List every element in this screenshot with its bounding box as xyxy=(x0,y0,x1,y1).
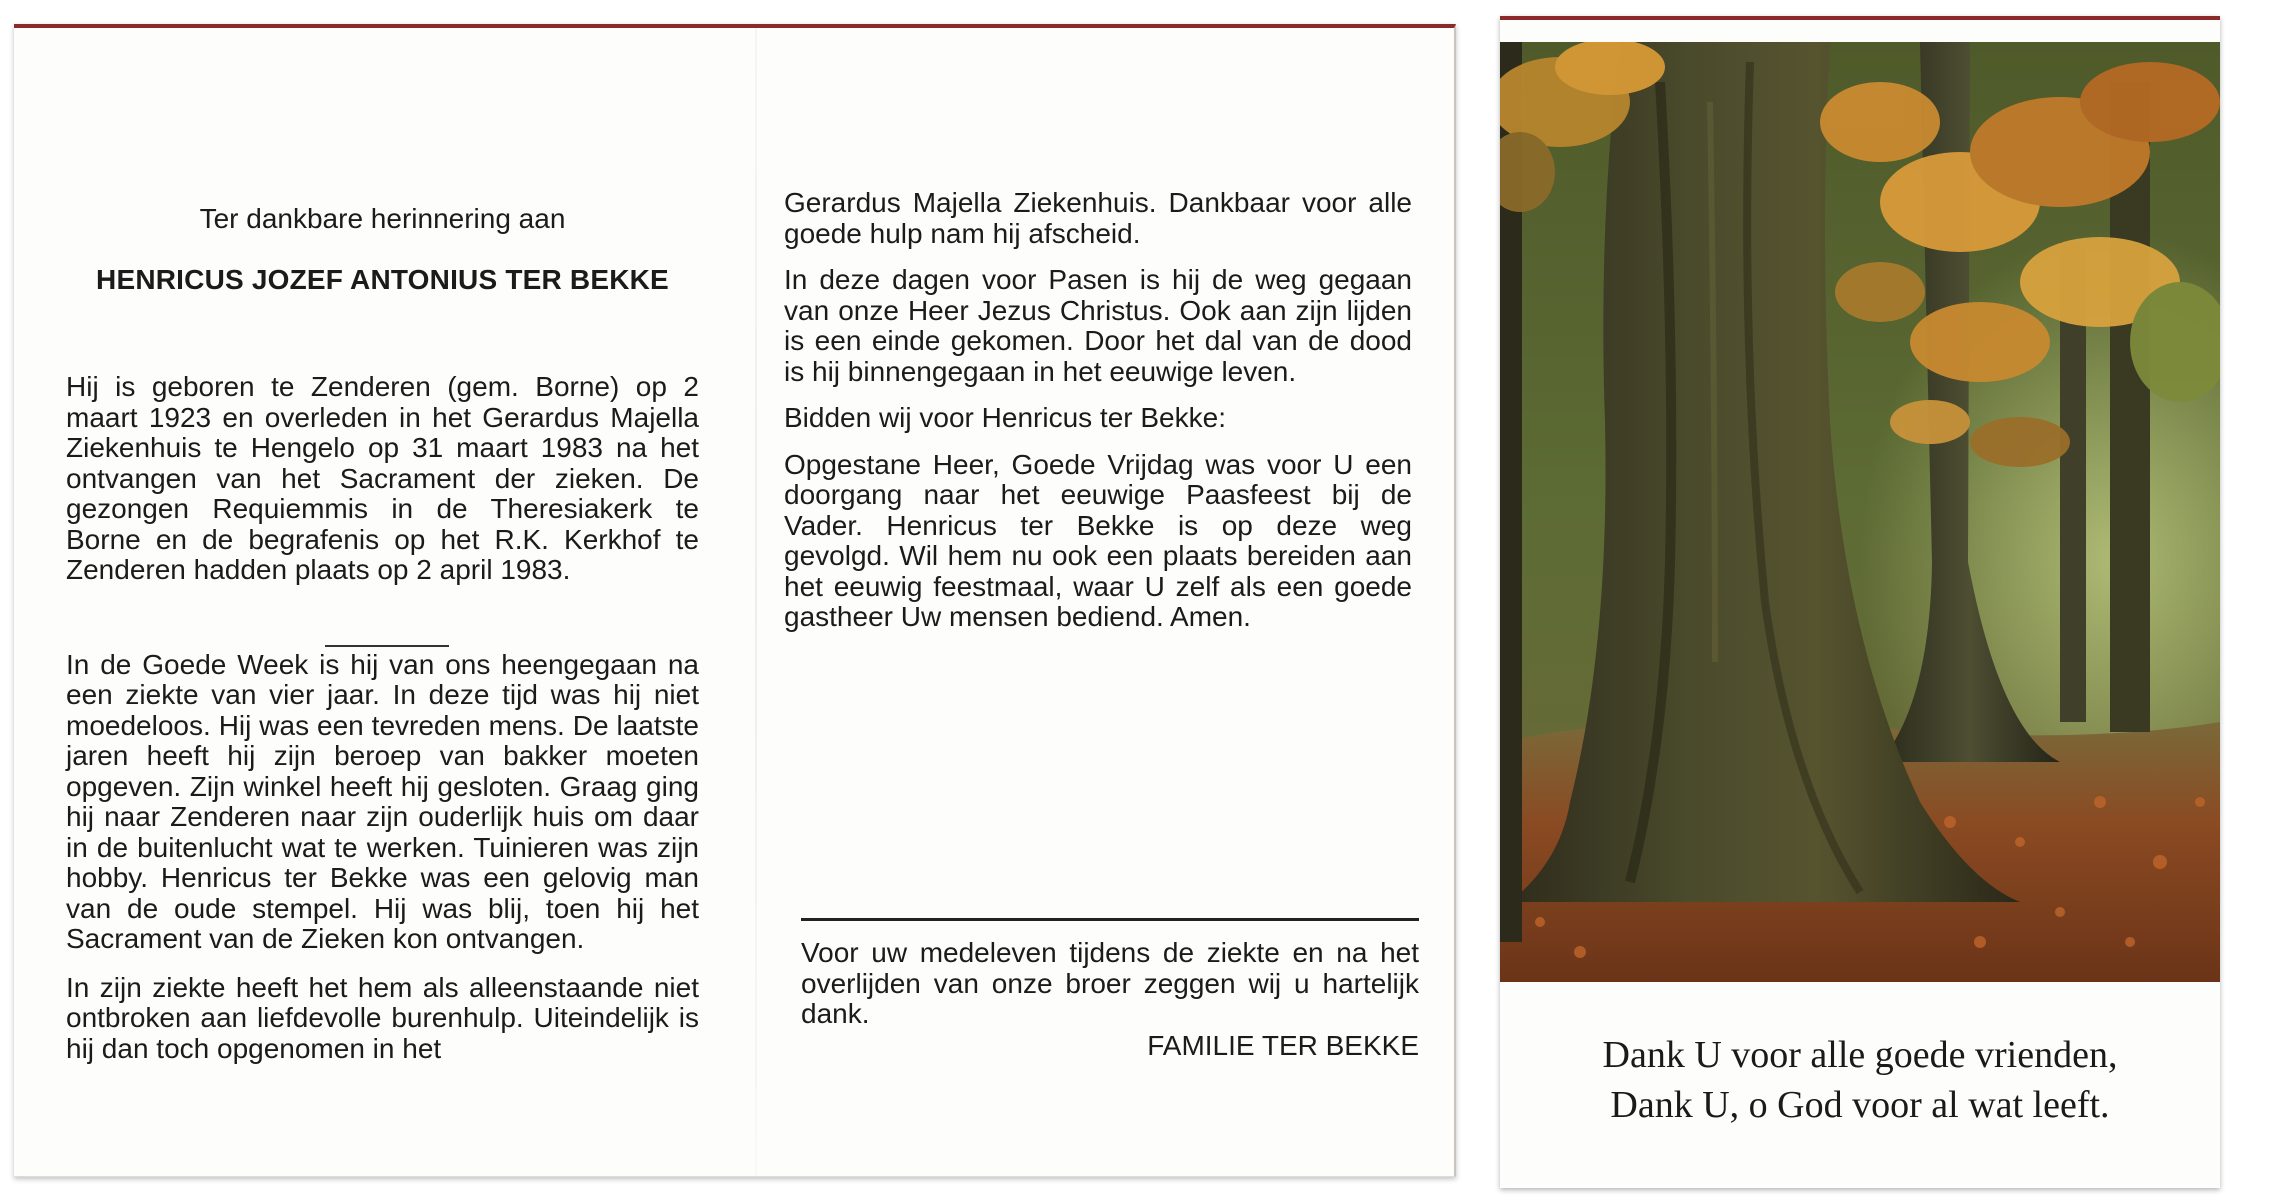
right-column xyxy=(784,188,1412,633)
verse-line-1: Dank U voor alle goede vrienden, xyxy=(1602,1034,2118,1076)
left-column xyxy=(66,372,699,1064)
thanks-text: Voor uw medeleven tijdens de ziekte en na het overlijden van onze broer zeggen wij u hartelijk dank. xyxy=(801,937,1419,1029)
paragraph-illness: In zijn ziekte heeft het hem als alleenstaande niet ontbroken aan liefdevolle burenhulp. Uiteindelijk is hij dan toch opgenomen in het xyxy=(66,971,699,1064)
memorial-card-front xyxy=(1500,16,2220,1188)
verse-line-2: Dank U, o God voor al wat leeft. xyxy=(1610,1084,2110,1126)
memorial-card-inside xyxy=(14,24,1456,1177)
family-signature: FAMILIE TER BEKKE xyxy=(1147,1030,1419,1061)
paragraph-easter: In deze dagen voor Pasen is hij de weg gegaan van onze Heer Jezus Christus. Ook aan zijn lijden is een einde gekomen. Door het dal van de dood is hij binnengegaan in het eeuwige leven. xyxy=(784,264,1412,387)
paragraph-life: In de Goede Week is hij van ons heengegaan na een ziekte van vier jaar. In deze tijd was hij niet moedeloos. Hij was een tevreden mens. De laatste jaren heeft hij zijn beroep van bakker moeten opgeven. Zijn winkel heeft hij gesloten. Graag ging hij naar Zenderen naar zijn ouderlijk huis om daar in de buitenlucht wat te werken. Tuinieren was zijn hobby. Henricus ter Bekke was een gelovig man van de oude stempel. Hij was blij, toen hij het Sacrament van de Zieken kon ontvangen. xyxy=(66,648,699,954)
prayer-text: Opgestane Heer, Goede Vrijdag was voor U een doorgang naar het eeuwige Paasfeest bij de Vader. Henricus ter Bekke is op deze weg gevolgd. Wil hem nu ook een plaats bereiden aan het eeuwig feestmaal, waar U zelf als een goede gastheer Uw mensen bediend. Amen. xyxy=(784,448,1412,632)
forest-photo xyxy=(1500,42,2220,982)
card-fold xyxy=(755,28,757,1176)
intro-line: Ter dankbare herinnering aan xyxy=(199,203,566,234)
paragraph-hospital: Gerardus Majella Ziekenhuis. Dankbaar voor alle goede hulp nam hij afscheid. xyxy=(784,187,1412,249)
verse xyxy=(1500,1030,2220,1130)
divider-short xyxy=(325,645,449,647)
prayer-intro: Bidden wij voor Henricus ter Bekke: xyxy=(784,402,1226,433)
divider-long xyxy=(801,918,1419,921)
deceased-name: HENRICUS JOZEF ANTONIUS TER BEKKE xyxy=(96,264,669,295)
paragraph-birth-death: Hij is geboren te Zenderen (gem. Borne) op 2 maart 1923 en overleden in het Gerardus Majella Ziekenhuis te Hengelo op 31 maart 1983 na het ontvangen van het Sacrament der zieken. De gezongen Requiemmis in de Theresiakerk te Borne en de begrafenis op het R.K. Kerkhof te Zenderen hadden plaats op 2 april 1983. xyxy=(66,371,699,585)
